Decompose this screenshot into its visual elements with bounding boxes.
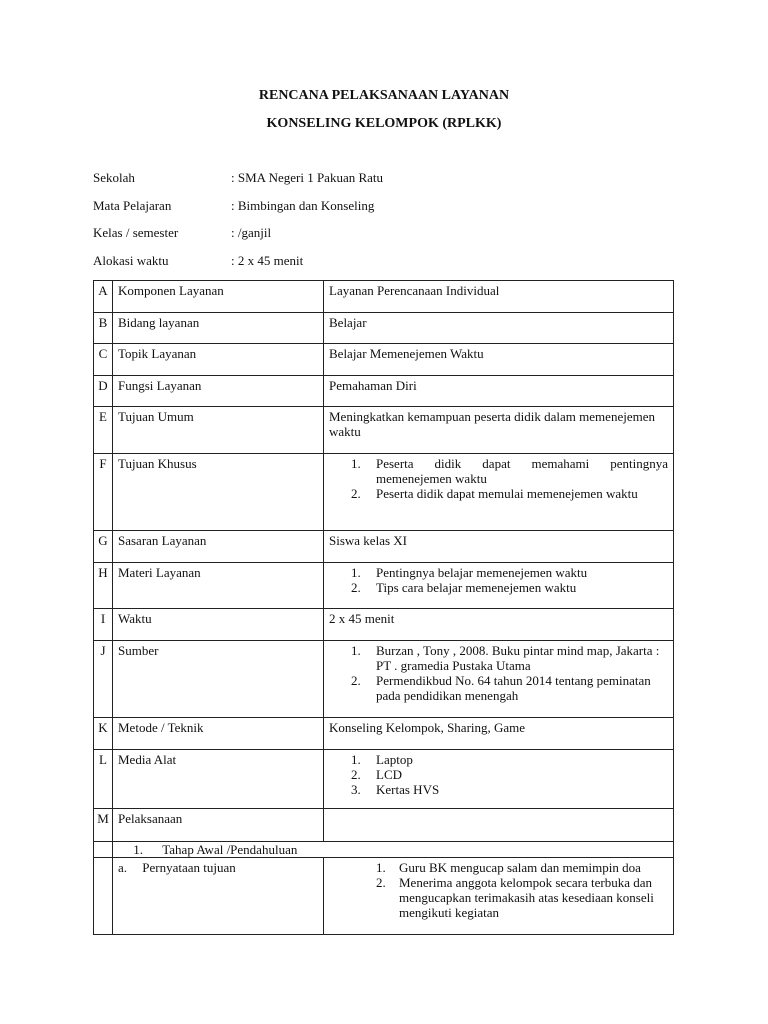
list-item <box>329 486 668 501</box>
list-number: 2. <box>351 580 361 595</box>
row-value: Layanan Perencanaan Individual <box>324 281 674 313</box>
sub-step-title: Pernyataan tujuan <box>142 860 236 875</box>
list-number: 2. <box>351 673 361 688</box>
list-text: Permendikbud No. 64 tahun 2014 tentang peminatan pada pendidikan menengah <box>376 673 651 703</box>
row-key: F <box>94 454 113 531</box>
row-key: I <box>94 609 113 641</box>
row-value <box>324 750 674 809</box>
table-row <box>94 454 674 531</box>
row-label: Tujuan Umum <box>113 407 324 454</box>
table-row <box>94 407 674 454</box>
sub-step-value <box>324 858 674 935</box>
list-number: 2. <box>351 486 361 501</box>
list-text: LCD <box>376 767 402 782</box>
row-key: D <box>94 376 113 407</box>
list-item <box>329 580 668 595</box>
list-text: Pentingnya belajar memenejemen waktu <box>376 565 588 580</box>
row-key: A <box>94 281 113 313</box>
row-value: Siswa kelas XI <box>324 531 674 563</box>
sub-step-row <box>94 858 674 935</box>
row-value <box>324 563 674 609</box>
sources-list <box>329 643 668 703</box>
info-label: Mata Pelajaran <box>93 198 172 213</box>
row-label: Media Alat <box>113 750 324 809</box>
list-text: Peserta didik dapat memulai memenejemen waktu <box>376 486 638 501</box>
row-label: Komponen Layanan <box>113 281 324 313</box>
list-text: Burzan , Tony , 2008. Buku pintar mind map, Jakarta : PT . gramedia Pustaka Utama <box>376 643 660 673</box>
list-number: 1. <box>376 860 386 875</box>
row-label: Pelaksanaan <box>113 809 324 842</box>
table-row <box>94 376 674 407</box>
list-item <box>329 673 668 703</box>
list-text: Tips cara belajar memenejemen waktu <box>376 580 577 595</box>
list-text: Peserta didik dapat memahami pentingnya memenejemen waktu <box>376 456 668 486</box>
row-value: Belajar Memenejemen Waktu <box>324 344 674 376</box>
row-key: E <box>94 407 113 454</box>
row-key: L <box>94 750 113 809</box>
table-row <box>94 718 674 750</box>
row-value: Pemahaman Diri <box>324 376 674 407</box>
media-list <box>329 752 668 797</box>
table-row <box>94 809 674 842</box>
row-key: C <box>94 344 113 376</box>
info-value: : Bimbingan dan Konseling <box>231 198 375 213</box>
list-text: Guru BK mengucap salam dan memimpin doa <box>399 860 641 875</box>
row-label: Fungsi Layanan <box>113 376 324 407</box>
info-value: : /ganjil <box>231 225 272 240</box>
document-title: RENCANA PELAKSANAAN LAYANAN <box>258 88 510 103</box>
row-key: H <box>94 563 113 609</box>
row-key: B <box>94 313 113 344</box>
row-value: 2 x 45 menit <box>324 609 674 641</box>
list-text: Menerima anggota kelompok secara terbuka dan mengucapkan terimakasih atas kesediaan konseli mengikuti kegiatan <box>399 875 654 920</box>
stage-number: 1. <box>133 842 143 857</box>
objectives-list <box>329 456 668 501</box>
sub-step-label-cell <box>113 858 324 935</box>
table-row <box>94 641 674 718</box>
row-label: Sumber <box>113 641 324 718</box>
row-value <box>324 454 674 531</box>
list-item <box>329 782 668 797</box>
document-subtitle: KONSELING KELOMPOK (RPLKK) <box>266 116 502 131</box>
row-value: Meningkatkan kemampuan peserta didik dalam memenejemen waktu <box>324 407 674 454</box>
table-row <box>94 563 674 609</box>
row-label: Waktu <box>113 609 324 641</box>
info-value: : SMA Negeri 1 Pakuan Ratu <box>231 170 384 185</box>
list-number: 1. <box>351 565 361 580</box>
list-item <box>329 752 668 767</box>
row-value <box>324 641 674 718</box>
row-key: K <box>94 718 113 750</box>
info-value: : 2 x 45 menit <box>231 253 304 268</box>
row-key: J <box>94 641 113 718</box>
row-key: M <box>94 809 113 842</box>
table-row <box>94 344 674 376</box>
list-item <box>329 643 668 673</box>
info-label: Alokasi waktu <box>93 253 169 268</box>
list-text: Kertas HVS <box>376 782 440 797</box>
sub-step-letter: a. <box>118 860 128 875</box>
list-item <box>329 767 668 782</box>
row-value: Belajar <box>324 313 674 344</box>
row-label: Topik Layanan <box>113 344 324 376</box>
table-row <box>94 281 674 313</box>
list-item <box>329 860 668 875</box>
list-number: 1. <box>351 752 361 767</box>
stage-row <box>94 842 674 858</box>
stage-label: Tahap Awal /Pendahuluan <box>162 842 298 857</box>
stage-cell <box>113 842 674 858</box>
info-label: Kelas / semester <box>93 225 179 240</box>
table-row <box>94 609 674 641</box>
list-number: 1. <box>351 643 361 658</box>
sub-step-list <box>329 860 668 920</box>
material-list <box>329 565 668 595</box>
list-item <box>329 456 668 486</box>
table-row <box>94 750 674 809</box>
list-item <box>329 565 668 580</box>
table-row <box>94 313 674 344</box>
row-label: Metode / Teknik <box>113 718 324 750</box>
row-label: Sasaran Layanan <box>113 531 324 563</box>
list-number: 2. <box>376 875 386 890</box>
row-value: Konseling Kelompok, Sharing, Game <box>324 718 674 750</box>
row-label: Bidang layanan <box>113 313 324 344</box>
list-item <box>329 875 668 920</box>
list-number: 1. <box>351 456 361 471</box>
info-label: Sekolah <box>93 170 135 185</box>
list-number: 3. <box>351 782 361 797</box>
list-number: 2. <box>351 767 361 782</box>
list-text: Laptop <box>376 752 413 767</box>
row-label: Tujuan Khusus <box>113 454 324 531</box>
row-key: G <box>94 531 113 563</box>
row-label: Materi Layanan <box>113 563 324 609</box>
row-value <box>324 809 674 842</box>
plan-table <box>93 280 674 935</box>
table-row <box>94 531 674 563</box>
